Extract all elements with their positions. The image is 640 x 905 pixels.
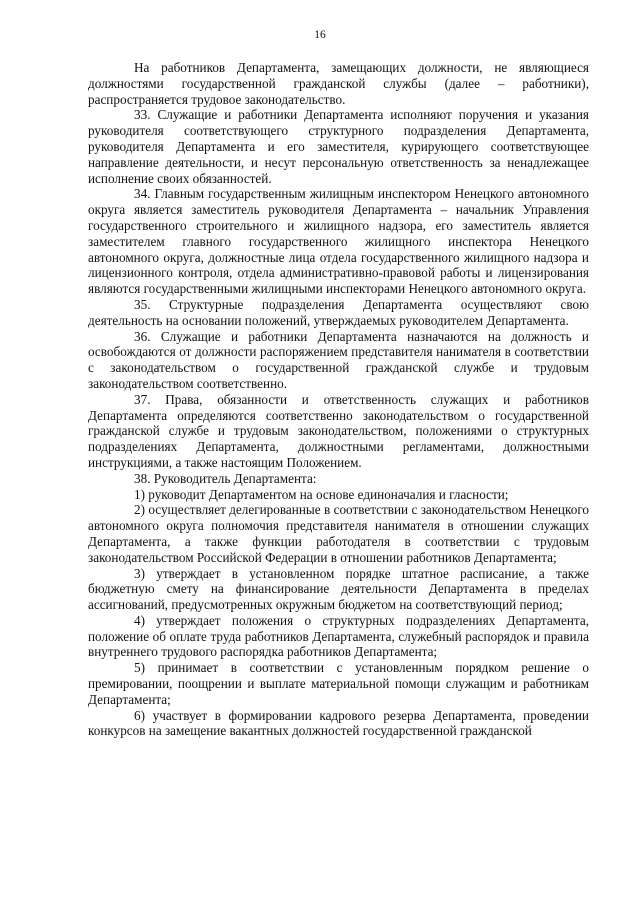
- list-item-5: 5) принимает в соответствии с установленным порядком решение о премировании, поощрении и выплате материальной помощи служащим и работникам Департамента;: [88, 660, 589, 707]
- list-item-6: 6) участвует в формировании кадрового резерва Департамента, проведении конкурсов на замещение вакантных должностей государственной гражданской: [88, 707, 589, 739]
- paragraph-33: 33. Служащие и работники Департамента исполняют поручения и указания руководителя соответствующего структурного подразделения Департамента, руководителя Департамента и его заместителя, курирующего соответствующее направление деятельности, и несут персональную ответственность за ненадлежащее исполнение своих обязанностей.: [88, 107, 589, 186]
- paragraph-34: 34. Главным государственным жилищным инспектором Ненецкого автономного округа является заместитель руководителя Департамента – начальник Управления государственного строительного и жилищного надзора, его заместитель является заместителем главного государственного жилищного инспектора Ненецкого автономного округа, должностные лица отдела государственного жилищного надзора и лицензионного контроля, отдела административно-правовой работы и лицензирования являются государственными жилищными инспекторами Ненецкого автономного округа.: [88, 186, 589, 297]
- list-item-3: 3) утверждает в установленном порядке штатное расписание, а также бюджетную смету на финансирование деятельности Департамента в пределах ассигнований, предусмотренных окружным бюджетом на соответствующий период;: [88, 565, 589, 613]
- paragraph-38: 38. Руководитель Департамента:: [134, 470, 317, 486]
- list-item-4: 4) утверждает положения о структурных подразделениях Департамента, положение об оплате труда работников Департамента, служебный распорядок и правила внутреннего трудового распорядка работников Департамента;: [88, 612, 589, 660]
- paragraph-intro: На работников Департамента, замещающих должности, не являющиеся должностями государственной гражданской службы (далее – работники), распространяется трудовое законодательство.: [88, 60, 589, 107]
- list-item-2: 2) осуществляет делегированные в соответствии с законодательством Ненецкого автономного округа полномочия представителя нанимателя в отношении служащих Департамента, а также функции работодателя в соответствии с трудовым законодательством Российской Федерации в отношении работников Департамента;: [88, 502, 589, 565]
- list-item-1: 1) руководит Департаментом на основе единоначалия и гласности;: [134, 486, 509, 502]
- page-number: 16: [314, 29, 326, 41]
- paragraph-37: 37. Права, обязанности и ответственность служащих и работников Департамента определяются соответственно законодательством о государственной гражданской службе и трудовым законодательством, положениями о структурных подразделениях Департамента, должностными регламентами, должностными инструкциями, а также настоящим Положением.: [88, 391, 589, 470]
- paragraph-36: 36. Служащие и работники Департамента назначаются на должность и освобождаются от должности распоряжением представителя нанимателя в соответствии с законодательством о государственной гражданской службе и трудовым законодательством соответственно.: [88, 328, 589, 391]
- paragraph-35: 35. Структурные подразделения Департамента осуществляют свою деятельность на основании положений, утверждаемых руководителем Департамента.: [88, 296, 589, 328]
- document-body: [88, 60, 589, 739]
